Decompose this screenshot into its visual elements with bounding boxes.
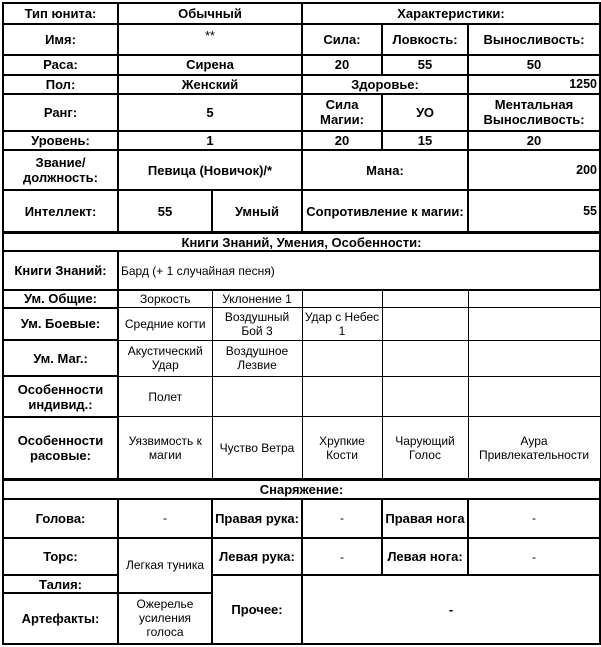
intellect-value: 55 (118, 190, 212, 233)
other-label: Прочее: (212, 575, 302, 644)
yo-label: УО (382, 94, 468, 131)
endurance-label: Выносливость: (468, 24, 600, 55)
combat-skill: Средние когти (118, 308, 212, 341)
racial-traits-label: Особенности расовые: (3, 417, 118, 479)
name-value: ** (118, 24, 302, 55)
combat-skills-label: Ум. Боевые: (3, 308, 118, 341)
health-value: 1250 (468, 75, 600, 94)
right-hand-label: Правая рука: (212, 499, 302, 538)
health-label: Здоровье: (302, 75, 468, 94)
racial-trait: Аура Привлекательности (468, 417, 600, 479)
equipment-section-title: Снаряжение: (3, 479, 600, 498)
intellect-label: Интеллект: (3, 190, 118, 233)
gender-value: Женский (118, 75, 302, 94)
torso-value: Легкая туника (118, 538, 212, 593)
general-skill: Уклонение 1 (212, 290, 302, 307)
yo-value: 15 (382, 131, 468, 150)
empty-cell (382, 376, 468, 417)
empty-cell (468, 376, 600, 417)
head-value: - (118, 499, 212, 538)
books-label: Книги Знаний: (3, 251, 118, 290)
combat-skill: Воздушный Бой 3 (212, 308, 302, 341)
intellect-desc: Умный (212, 190, 302, 233)
race-label: Раса: (3, 55, 118, 74)
agility-value: 55 (382, 55, 468, 74)
right-leg-value: - (468, 499, 600, 538)
mental-endurance-value: 20 (468, 131, 600, 150)
empty-cell (382, 308, 468, 341)
characteristics-title: Характеристики: (302, 3, 600, 24)
magic-skills-label: Ум. Маг.: (3, 340, 118, 376)
empty-cell (382, 290, 468, 307)
mana-label: Мана: (302, 150, 468, 190)
empty-cell (302, 290, 382, 307)
skills-section-title: Книги Знаний, Умения, Особенности: (3, 233, 600, 251)
waist-label: Талия: (3, 575, 118, 592)
level-label: Уровень: (3, 131, 118, 150)
name-label: Имя: (3, 24, 118, 55)
racial-trait: Уязвимость к магии (118, 417, 212, 479)
strength-value: 20 (302, 55, 382, 74)
title-value: Певица (Новичок)/* (118, 150, 302, 190)
magic-skill: Акустический Удар (118, 340, 212, 376)
magic-power-label: Сила Магии: (302, 94, 382, 131)
individual-traits-label: Особенности индивид.: (3, 376, 118, 417)
magic-skill: Воздушное Лезвие (212, 340, 302, 376)
left-hand-value: - (302, 538, 382, 576)
unit-type-label: Тип юнита: (3, 3, 118, 24)
racial-trait: Чарующий Голос (382, 417, 468, 479)
rank-label: Ранг: (3, 94, 118, 131)
left-hand-label: Левая рука: (212, 538, 302, 576)
racial-trait: Чуство Ветра (212, 417, 302, 479)
endurance-value: 50 (468, 55, 600, 74)
mental-endurance-label: Ментальная Выносливость: (468, 94, 600, 131)
torso-label: Торс: (3, 538, 118, 576)
magic-resistance-value: 55 (468, 190, 600, 233)
empty-cell (382, 340, 468, 376)
left-leg-value: - (468, 538, 600, 576)
artifacts-value: Ожерелье усиления голоса (118, 593, 212, 644)
general-skill: Зоркость (118, 290, 212, 307)
empty-cell (302, 340, 382, 376)
combat-skill: Удар с Небес 1 (302, 308, 382, 341)
empty-cell (302, 376, 382, 417)
race-value: Сирена (118, 55, 302, 74)
character-sheet (2, 2, 601, 645)
empty-cell (468, 290, 600, 307)
strength-label: Сила: (302, 24, 382, 55)
empty-cell (212, 376, 302, 417)
other-value: - (302, 575, 600, 644)
individual-trait: Полет (118, 376, 212, 417)
level-value: 1 (118, 131, 302, 150)
head-label: Голова: (3, 499, 118, 538)
books-value: Бард (+ 1 случайная песня) (118, 251, 600, 290)
racial-trait: Хрупкие Кости (302, 417, 382, 479)
title-label: Звание/ должность: (3, 150, 118, 190)
mana-value: 200 (468, 150, 600, 190)
empty-cell (468, 340, 600, 376)
general-skills-label: Ум. Общие: (3, 290, 118, 307)
unit-type-value: Обычный (118, 3, 302, 24)
right-hand-value: - (302, 499, 382, 538)
magic-resistance-label: Сопротивление к магии: (302, 190, 468, 233)
artifacts-label: Артефакты: (3, 593, 118, 644)
right-leg-label: Правая нога (382, 499, 468, 538)
left-leg-label: Левая нога: (382, 538, 468, 576)
gender-label: Пол: (3, 75, 118, 94)
agility-label: Ловкость: (382, 24, 468, 55)
rank-value: 5 (118, 94, 302, 131)
empty-cell (468, 308, 600, 341)
magic-power-value: 20 (302, 131, 382, 150)
